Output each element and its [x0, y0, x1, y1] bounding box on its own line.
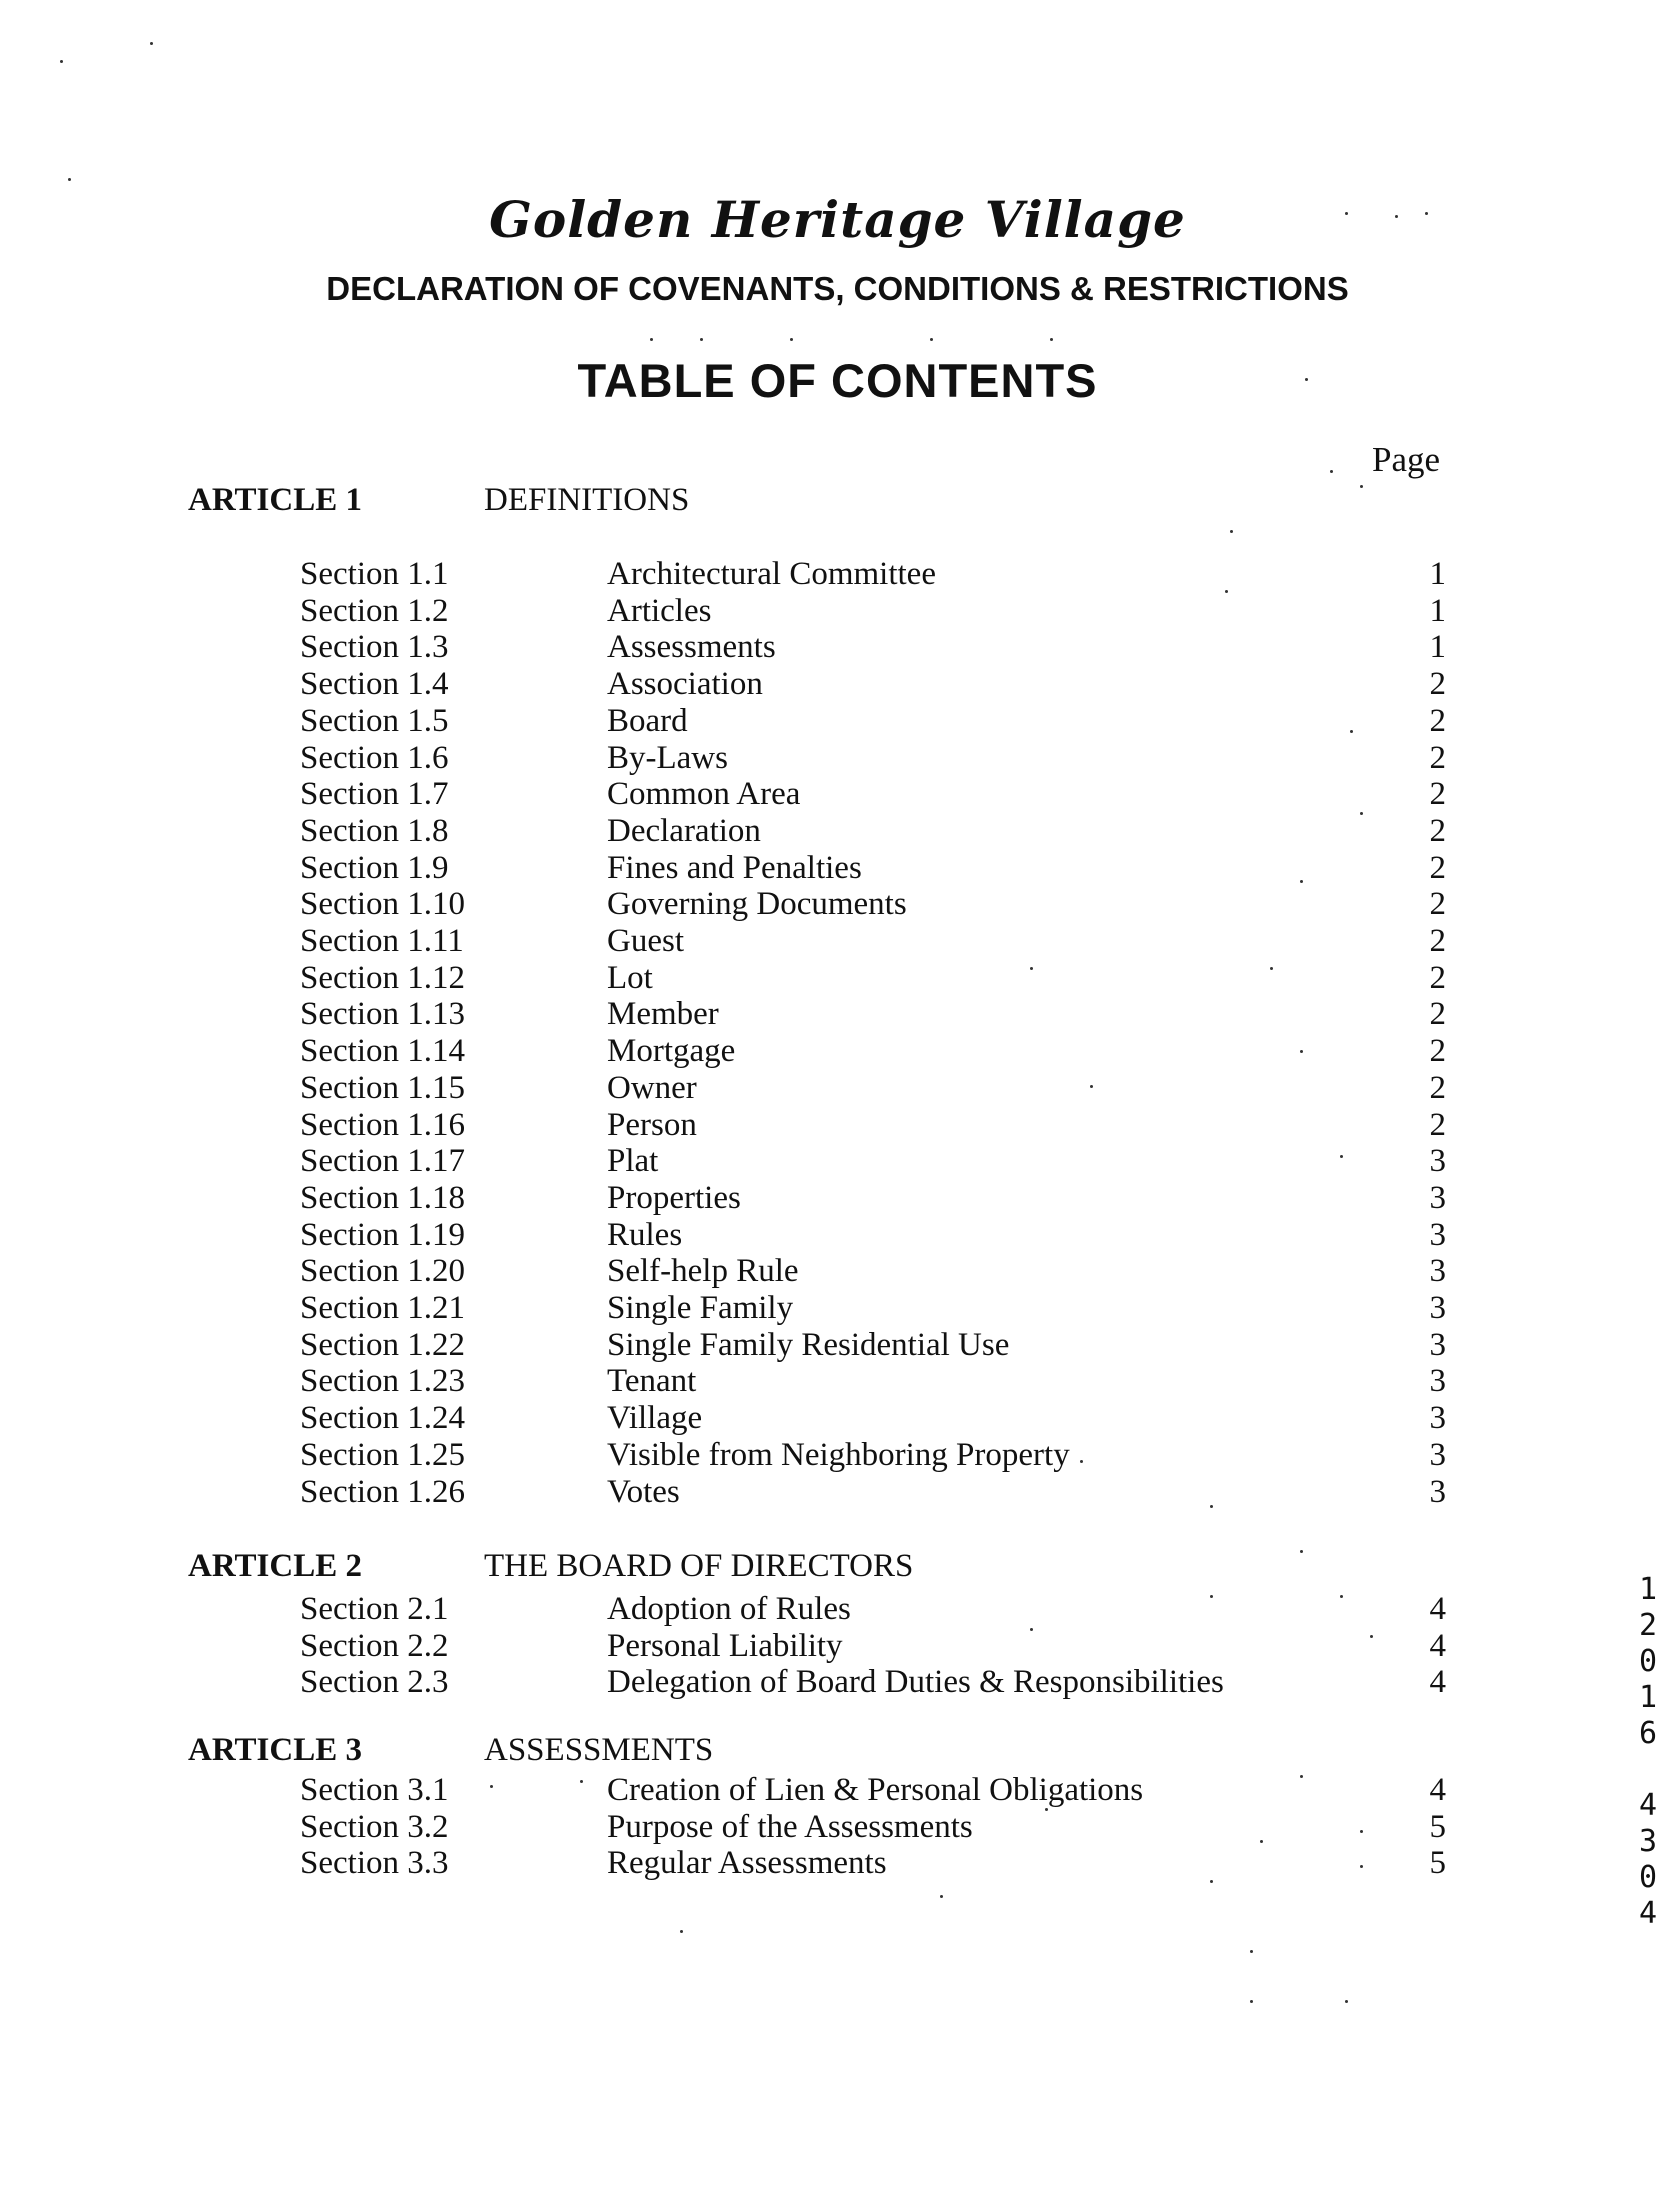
- scan-speck: [1090, 1085, 1093, 1088]
- stamp-digit: 6: [1638, 1716, 1658, 1751]
- article-title: THE BOARD OF DIRECTORS: [484, 1548, 914, 1584]
- section-number: Section 1.8: [300, 812, 449, 849]
- scan-speck: [1210, 1595, 1213, 1598]
- toc-row[interactable]: [0, 1070, 1675, 1107]
- article-number: ARTICLE 3: [188, 1732, 362, 1768]
- section-number: Section 1.15: [300, 1069, 465, 1106]
- section-title: Governing Documents: [607, 886, 907, 923]
- toc-row[interactable]: [0, 1628, 1675, 1665]
- section-title: Purpose of the Assessments: [607, 1808, 973, 1845]
- section-number: Section 1.20: [300, 1253, 465, 1290]
- toc-row[interactable]: [0, 703, 1675, 740]
- section-page-number: 2: [1429, 959, 1446, 996]
- stamp-digit: 1: [1638, 1572, 1658, 1607]
- stamp-digit: 2: [1638, 1608, 1658, 1643]
- section-title: Creation of Lien & Personal Obligations: [607, 1772, 1144, 1808]
- scan-speck: [1050, 338, 1053, 341]
- section-number: Section 1.21: [300, 1290, 465, 1326]
- scan-speck: [1300, 1050, 1303, 1053]
- section-number: Section 1.24: [300, 1400, 465, 1437]
- scan-speck: [1330, 470, 1333, 473]
- scan-speck: [1425, 212, 1428, 215]
- section-page-number: 4: [1429, 1627, 1446, 1664]
- section-title: Assessments: [607, 629, 776, 666]
- section-number: Section 1.4: [300, 666, 449, 703]
- scan-speck: [60, 60, 63, 63]
- section-page-number: 2: [1429, 776, 1446, 813]
- section-number: Section 1.22: [300, 1326, 465, 1363]
- article-heading: [0, 1732, 1675, 1772]
- section-page-number: 3: [1429, 1179, 1446, 1216]
- section-page-number: 3: [1429, 1326, 1446, 1363]
- section-title: Visible from Neighboring Property: [607, 1436, 1070, 1473]
- scan-speck: [1230, 530, 1233, 533]
- scan-speck: [1260, 1840, 1263, 1843]
- toc-row[interactable]: [0, 1290, 1675, 1327]
- section-page-number: 2: [1429, 739, 1446, 776]
- section-title: Village: [607, 1400, 703, 1437]
- section-page-number: 2: [1429, 886, 1446, 923]
- section-page-number: 2: [1429, 1033, 1446, 1070]
- scan-speck: [1345, 212, 1348, 215]
- scan-speck: [150, 42, 153, 45]
- section-title: Articles: [607, 592, 712, 629]
- toc-row[interactable]: [0, 593, 1675, 630]
- section-number: Section 1.26: [300, 1473, 465, 1510]
- section-title: Self-help Rule: [607, 1253, 799, 1290]
- scan-speck: [1210, 1505, 1213, 1508]
- scan-speck: [650, 338, 653, 341]
- toc-row[interactable]: [0, 1327, 1675, 1364]
- toc-row[interactable]: [0, 1253, 1675, 1290]
- section-title: Member: [607, 996, 719, 1033]
- section-page-number: 3: [1429, 1473, 1446, 1510]
- section-page-number: 2: [1429, 702, 1446, 739]
- section-title: Properties: [607, 1179, 741, 1216]
- side-stamp: [1630, 1572, 1666, 1932]
- section-page-number: 4: [1429, 1772, 1446, 1808]
- section-number: Section 1.12: [300, 959, 465, 996]
- toc-row[interactable]: [0, 1107, 1675, 1144]
- section-title: Person: [607, 1106, 697, 1143]
- scan-speck: [1360, 812, 1363, 815]
- section-title: Architectural Committee: [607, 556, 936, 592]
- document-title: DECLARATION OF COVENANTS, CONDITIONS & RESTRICTIONS: [326, 270, 1349, 307]
- toc-row[interactable]: [0, 776, 1675, 813]
- article-heading: [0, 482, 1675, 522]
- section-number: Section 1.19: [300, 1216, 465, 1253]
- toc-row[interactable]: [0, 923, 1675, 960]
- section-number: Section 1.2: [300, 592, 449, 629]
- section-title: By-Laws: [607, 739, 728, 776]
- section-title: Mortgage: [607, 1033, 736, 1070]
- section-page-number: 3: [1429, 1143, 1446, 1180]
- toc-row[interactable]: [0, 1143, 1675, 1180]
- scan-speck: [1360, 485, 1363, 488]
- stamp-digit: 0: [1638, 1860, 1658, 1895]
- section-page-number: 3: [1429, 1436, 1446, 1473]
- scan-speck: [490, 1785, 493, 1788]
- section-title: Owner: [607, 1069, 697, 1106]
- section-title: Association: [607, 666, 763, 703]
- scan-speck: [930, 338, 933, 341]
- section-page-number: 3: [1429, 1400, 1446, 1437]
- section-number: Section 1.13: [300, 996, 465, 1033]
- toc-row[interactable]: [0, 1809, 1675, 1846]
- toc-row[interactable]: [0, 1664, 1675, 1701]
- section-title: Guest: [607, 923, 684, 959]
- section-page-number: 2: [1429, 666, 1446, 703]
- section-number: Section 1.9: [300, 849, 449, 886]
- section-number: Section 3.2: [300, 1808, 449, 1845]
- toc-row[interactable]: [0, 1437, 1675, 1474]
- toc-row[interactable]: [0, 886, 1675, 923]
- section-page-number: 2: [1429, 996, 1446, 1033]
- toc-row[interactable]: [0, 850, 1675, 887]
- stamp-digit: [1630, 1752, 1666, 1788]
- section-title: Votes: [607, 1473, 680, 1510]
- toc-row[interactable]: [0, 996, 1675, 1033]
- section-page-number: 1: [1429, 629, 1446, 666]
- section-title: Personal Liability: [607, 1627, 843, 1664]
- article-title: DEFINITIONS: [484, 482, 690, 518]
- scan-speck: [1225, 590, 1228, 593]
- article-heading: [0, 1548, 1675, 1588]
- section-page-number: 3: [1429, 1253, 1446, 1290]
- section-page-number: 4: [1429, 1664, 1446, 1701]
- section-title: Board: [607, 702, 688, 739]
- section-number: Section 1.11: [300, 923, 464, 959]
- scan-speck: [940, 1895, 943, 1898]
- section-page-number: 5: [1429, 1845, 1446, 1882]
- section-number: Section 2.3: [300, 1664, 449, 1701]
- scan-speck: [1345, 2000, 1348, 2003]
- section-number: Section 3.3: [300, 1845, 449, 1882]
- scan-speck: [1080, 1460, 1083, 1463]
- page-column-label: Page: [1372, 440, 1441, 479]
- section-title: Delegation of Board Duties & Responsibilities: [607, 1664, 1224, 1701]
- toc-row[interactable]: [0, 740, 1675, 777]
- toc-row[interactable]: [0, 960, 1675, 997]
- scan-speck: [1350, 730, 1353, 733]
- section-number: Section 1.14: [300, 1033, 465, 1070]
- section-page-number: 3: [1429, 1290, 1446, 1326]
- toc-row[interactable]: [0, 1180, 1675, 1217]
- scan-speck: [1210, 1880, 1213, 1883]
- scan-speck: [1340, 1155, 1343, 1158]
- scan-speck: [700, 338, 703, 341]
- toc-row[interactable]: [0, 629, 1675, 666]
- scan-speck: [1030, 967, 1033, 970]
- scan-speck: [1030, 1628, 1033, 1631]
- toc-row[interactable]: [0, 1845, 1675, 1882]
- toc-row[interactable]: [0, 813, 1675, 850]
- section-title: Single Family Residential Use: [607, 1326, 1010, 1363]
- section-title: Rules: [607, 1216, 683, 1253]
- section-number: Section 1.3: [300, 629, 449, 666]
- section-number: Section 2.2: [300, 1627, 449, 1664]
- scan-speck: [1045, 1808, 1048, 1811]
- scan-speck: [1360, 1865, 1363, 1868]
- toc-title: TABLE OF CONTENTS: [577, 354, 1098, 407]
- toc-row[interactable]: [0, 666, 1675, 703]
- toc-row[interactable]: [0, 556, 1675, 593]
- scan-speck: [1395, 215, 1398, 218]
- stamp-digit: 3: [1638, 1824, 1658, 1859]
- section-title: Regular Assessments: [607, 1845, 887, 1882]
- section-title: Single Family: [607, 1290, 794, 1326]
- toc-row[interactable]: [0, 1772, 1675, 1809]
- section-page-number: 1: [1429, 556, 1446, 592]
- section-title: Declaration: [607, 812, 761, 849]
- toc-row[interactable]: [0, 1033, 1675, 1070]
- section-number: Section 1.18: [300, 1179, 465, 1216]
- section-page-number: 4: [1429, 1591, 1446, 1627]
- scan-speck: [1250, 1950, 1253, 1953]
- section-page-number: 1: [1429, 592, 1446, 629]
- toc-row[interactable]: [0, 1591, 1675, 1628]
- scan-speck: [1340, 1595, 1343, 1598]
- section-page-number: 3: [1429, 1363, 1446, 1400]
- scan-speck: [1370, 1635, 1373, 1638]
- section-number: Section 1.1: [300, 556, 449, 592]
- section-number: Section 1.5: [300, 702, 449, 739]
- scan-speck: [790, 338, 793, 341]
- toc-row[interactable]: [0, 1217, 1675, 1254]
- scan-speck: [1300, 1775, 1303, 1778]
- section-page-number: 2: [1429, 923, 1446, 959]
- section-number: Section 1.17: [300, 1143, 465, 1180]
- section-page-number: 2: [1429, 849, 1446, 886]
- stamp-digit: 0: [1638, 1644, 1658, 1679]
- section-number: Section 1.25: [300, 1436, 465, 1473]
- toc-row[interactable]: [0, 1400, 1675, 1437]
- section-title: Tenant: [607, 1363, 697, 1400]
- community-name: Golden Heritage Village: [489, 190, 1186, 249]
- scan-speck: [1360, 1830, 1363, 1833]
- scan-speck: [1300, 1550, 1303, 1553]
- section-number: Section 1.7: [300, 776, 449, 813]
- section-title: Common Area: [607, 776, 801, 813]
- scan-speck: [580, 1780, 583, 1783]
- scan-speck: [1300, 880, 1303, 883]
- section-title: Lot: [607, 959, 653, 996]
- section-page-number: 2: [1429, 1106, 1446, 1143]
- article-number: ARTICLE 1: [188, 482, 362, 518]
- scan-speck: [68, 178, 71, 181]
- section-page-number: 2: [1429, 812, 1446, 849]
- section-page-number: 3: [1429, 1216, 1446, 1253]
- scan-speck: [1270, 967, 1273, 970]
- scan-speck: [1305, 378, 1308, 381]
- section-number: Section 3.1: [300, 1772, 449, 1808]
- section-number: Section 1.16: [300, 1106, 465, 1143]
- scan-speck: [680, 1930, 683, 1933]
- article-number: ARTICLE 2: [188, 1548, 362, 1584]
- section-title: Adoption of Rules: [607, 1591, 851, 1627]
- section-page-number: 5: [1429, 1808, 1446, 1845]
- article-title: ASSESSMENTS: [484, 1732, 714, 1768]
- section-number: Section 2.1: [300, 1591, 449, 1627]
- section-title: Fines and Penalties: [607, 849, 862, 886]
- stamp-digit: 4: [1638, 1896, 1658, 1931]
- stamp-digit: 4: [1638, 1788, 1658, 1823]
- section-number: Section 1.6: [300, 739, 449, 776]
- section-title: Plat: [607, 1143, 659, 1180]
- toc-row[interactable]: [0, 1474, 1675, 1511]
- section-number: Section 1.10: [300, 886, 465, 923]
- section-page-number: 2: [1429, 1069, 1446, 1106]
- section-number: Section 1.23: [300, 1363, 465, 1400]
- scan-speck: [1250, 2000, 1253, 2003]
- toc-row[interactable]: [0, 1363, 1675, 1400]
- stamp-digit: 1: [1638, 1680, 1658, 1715]
